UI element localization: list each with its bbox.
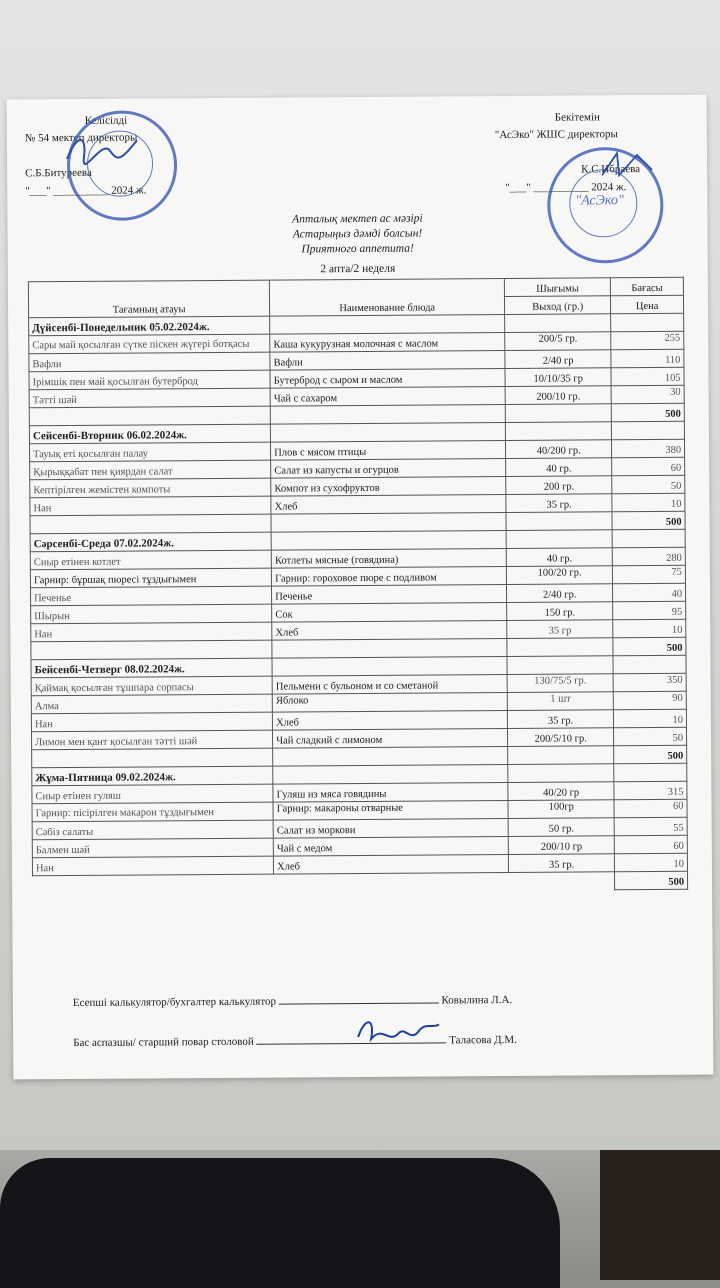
table-row: Нан bbox=[31, 712, 272, 732]
table-row: Нан bbox=[32, 856, 273, 876]
approved-left: Келісілді bbox=[84, 114, 128, 127]
table-row: Гарнир: бұршақ пюресі тұздығымен bbox=[30, 568, 271, 588]
day-title: Жұма-Пятница 09.02.2024ж. bbox=[32, 766, 273, 786]
menu-title: Апталық мектеп ас мәзірі bbox=[292, 212, 423, 226]
greeting-ru: Приятного аппетита! bbox=[301, 242, 414, 256]
chef-name: Таласова Д.М. bbox=[449, 1033, 517, 1047]
table-row: Лимон мен қант қосылған тәтті шәй bbox=[32, 730, 273, 750]
day-title: Бейсенбі-Четверг 08.02.2024ж. bbox=[31, 658, 272, 678]
chef-signature bbox=[353, 1014, 443, 1051]
calc-signature-line bbox=[279, 1002, 439, 1004]
chef-line bbox=[73, 1034, 517, 1049]
table-row: Шырын bbox=[31, 604, 272, 624]
chair-right bbox=[600, 1150, 720, 1280]
col-header-out-ru: Выход (гр.) bbox=[505, 296, 611, 315]
table-row: Тәтті шәй bbox=[29, 388, 270, 408]
col-header-price-ru: Цена bbox=[611, 295, 684, 314]
table-row: Сәбіз салаты bbox=[32, 820, 273, 840]
chef-label: Бас аспазшы/ старший повар столовой bbox=[73, 1035, 254, 1050]
school-director-name: С.Б.Битуреева bbox=[25, 166, 92, 180]
company-director-name: К.С.Ибраева bbox=[581, 163, 641, 176]
company-stamp-text: "АсЭко" bbox=[575, 193, 624, 209]
approved-right: Бекітемін bbox=[554, 111, 600, 124]
day-title: Дүйсенбі-Понедельник 05.02.2024ж. bbox=[29, 316, 270, 336]
table-row: Қырыққабат пен қиярдан салат bbox=[30, 460, 271, 480]
table-row: Нан bbox=[30, 496, 271, 516]
table-row: Қаймақ қосылған тұшпара сорпасы bbox=[31, 676, 272, 696]
day-title: Сәрсенбі-Среда 07.02.2024ж. bbox=[30, 532, 271, 552]
day-total: 500 bbox=[615, 871, 688, 890]
col-header-ru: Наименование блюда bbox=[270, 278, 505, 316]
table-row: Гарнир: пісірілген макарон тұздығымен bbox=[32, 802, 273, 822]
table-row: Кептірілген жемістен компоты bbox=[30, 478, 271, 498]
table-row: Сиыр етінен котлет bbox=[30, 550, 271, 570]
week-label: 2 апта/2 неделя bbox=[320, 262, 396, 276]
day-total: 500 bbox=[614, 745, 687, 764]
date-right: "___" __________ 2024 ж. bbox=[505, 181, 627, 194]
table-row: Сары май қосылған сүтке піскен жүгері ботқасы bbox=[29, 334, 270, 354]
table-row: Сиыр етінен гуляш bbox=[32, 784, 273, 804]
school-director-title: № 54 мектеп директоры bbox=[24, 131, 138, 145]
table-row: Балмен шәй bbox=[32, 838, 273, 858]
menu-table: Тағамның атауы Наименование блюда Шығымы Бағасы Выход (гр.) Цена Дүйсенбі-Понедельник 05.02.2024ж. Сары май қосылған сүтке піскен жүгері ботқасы Каша кукурузная молочная с маслом 200/5 гр. 255 Вафли Вафли 2/40 гр 110 Ірімшік пен май қосылған бутерброд Бутерброд с сыром и маслом 10/10/35 гр 105 Тәтті шәй Чай с сахаром 200/10 гр. 30 500 Сейсенбі-Вторник 06.02.2024ж. Тауық еті қосылған палау Плов с мясом птицы 40/200 гр. 380 Қырыққабат пен қиярдан салат Салат из капусты и огурцов 40 гр. 60 Кептірілген жемістен компоты Компот из сухофруктов 200 гр. 50 Нан Хлеб 35 гр. 10 500 Сәрсенбі-Среда 07.02.2024ж. Сиыр етінен котлет Котлеты мясные (говядина) 40 гр. 280 Гарнир: бұршақ пюресі тұздығымен Гарнир: гороховое пюре с подливом 100/20 гр. 75 Печенье Печенье 2/40 гр. 40 Шырын Сок 150 гр. 95 Нан Хлеб 35 гр 10 500 Бейсенбі-Четверг 08.02.2024ж. Қаймақ қосылған тұшпара сорпасы Пельмени с бульоном и со сметаной 130/75/5 гр. 350 Алма Яблоко 1 шт 90 Нан Хлеб 35 гр. 10 Лимон мен қант қосылған тәтті шәй Чай сладкий с лимоном 200/5/10 гр. 50 500 Жұма-Пятница 09.02.2024ж. Сиыр етінен гуляш Гуляш из мяса говядины 40/20 гр 315 Гарнир: пісірілген макарон тұздығымен Гарнир: макароны отварные 100гр 60 Сәбіз салаты Салат из моркови 50 гр. 55 Балмен шәй Чай с медом 200/10 гр 60 Нан Хлеб 35 гр. 10 500 bbox=[28, 277, 688, 895]
calc-label: Есепші калькулятор/бухгалтер калькулятор bbox=[72, 995, 277, 1010]
greeting-kz: Астарыңыз дәмді болсын! bbox=[292, 227, 423, 241]
table-row: Ірімшік пен май қосылған бутерброд bbox=[29, 370, 270, 390]
table-row: Алма bbox=[31, 694, 272, 714]
col-header-out-kz: Шығымы bbox=[505, 278, 611, 297]
table-row: Нан bbox=[31, 622, 272, 642]
col-header-price-kz: Бағасы bbox=[611, 277, 684, 296]
day-title: Сейсенбі-Вторник 06.02.2024ж. bbox=[29, 424, 270, 444]
table-row: Печенье bbox=[30, 586, 271, 606]
right-signature bbox=[597, 145, 657, 185]
day-total: 500 bbox=[613, 637, 686, 656]
col-header-kz: Тағамның атауы bbox=[28, 280, 269, 318]
chair-back bbox=[0, 1158, 560, 1288]
day-total: 500 bbox=[611, 403, 684, 422]
calc-name: Ковылина Л.А. bbox=[441, 993, 513, 1007]
table-row: Вафли bbox=[29, 352, 270, 372]
menu-document bbox=[7, 95, 714, 1080]
table-row: Тауық еті қосылған палау bbox=[29, 442, 270, 462]
day-total: 500 bbox=[612, 511, 685, 530]
company-director-title: "АсЭко" ЖШС директоры bbox=[494, 128, 618, 142]
date-left: "___" __________ 2024 ж. bbox=[25, 184, 147, 198]
calc-line bbox=[73, 994, 512, 1009]
left-signature bbox=[62, 129, 142, 170]
